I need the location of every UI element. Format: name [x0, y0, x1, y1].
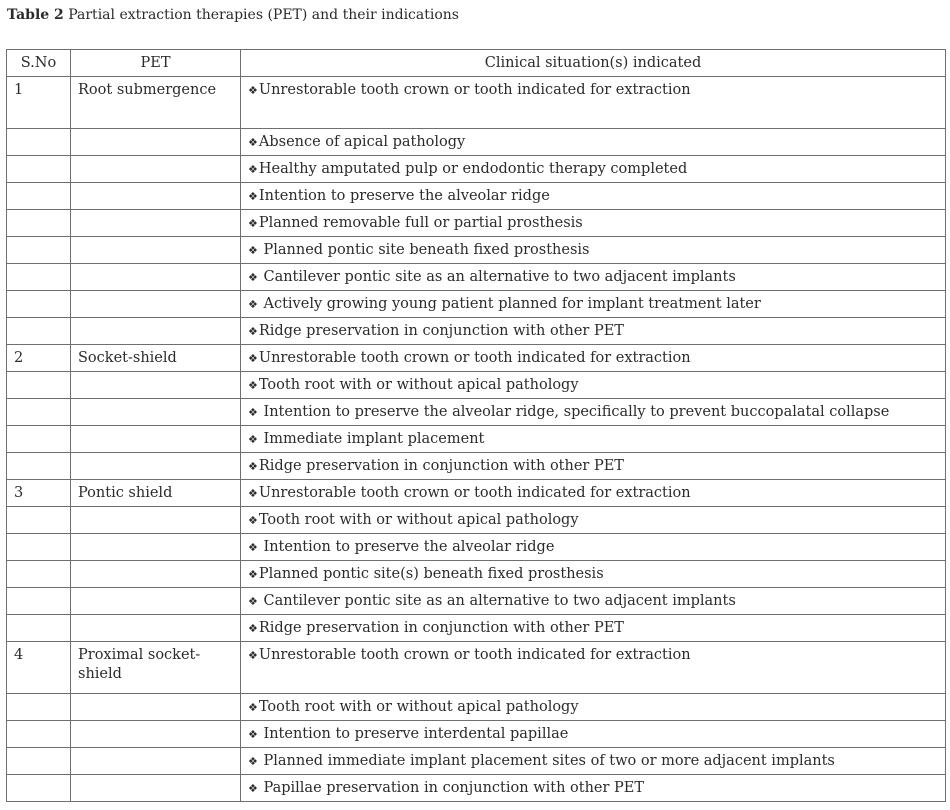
indication-text: Ridge preservation in conjunction with other PET [258, 620, 624, 636]
cell-indication [241, 534, 946, 561]
cell-indication [241, 264, 946, 291]
cell-pet [71, 426, 241, 453]
table-row [7, 426, 946, 453]
indication-text: Planned immediate implant placement sites of two or more adjacent implants [258, 753, 835, 769]
table-row [7, 480, 946, 507]
table-number: Table 2 [7, 7, 64, 23]
indication-text: Unrestorable tooth crown or tooth indicated for extraction [258, 82, 691, 98]
cell-pet [71, 318, 241, 345]
table-row [7, 372, 946, 399]
table-row [7, 183, 946, 210]
cell-indication [241, 291, 946, 318]
cell-pet [71, 615, 241, 642]
four-diamond-bullet-icon: ❖ [248, 352, 258, 365]
indication-text: Ridge preservation in conjunction with other PET [258, 458, 624, 474]
four-diamond-bullet-icon: ❖ [248, 190, 258, 203]
indication-text: Unrestorable tooth crown or tooth indicated for extraction [258, 350, 691, 366]
indication-text: Tooth root with or without apical pathology [258, 377, 579, 393]
indication-text: Actively growing young patient planned for implant treatment later [258, 296, 761, 312]
table-caption [7, 7, 459, 23]
table-row [7, 694, 946, 721]
pet-indications-table [6, 49, 946, 802]
cell-pet [71, 748, 241, 775]
cell-sno: 1 [7, 77, 71, 129]
cell-sno [7, 399, 71, 426]
header-clinical-situations: Clinical situation(s) indicated [241, 50, 946, 77]
cell-pet [71, 507, 241, 534]
table-row [7, 264, 946, 291]
indication-text: Intention to preserve the alveolar ridge [258, 539, 555, 555]
cell-indication [241, 694, 946, 721]
four-diamond-bullet-icon: ❖ [248, 271, 258, 284]
cell-pet: Proximal socket-shield [71, 642, 241, 694]
header-pet: PET [71, 50, 241, 77]
cell-pet [71, 183, 241, 210]
cell-sno [7, 588, 71, 615]
cell-sno: 3 [7, 480, 71, 507]
cell-pet [71, 775, 241, 802]
cell-sno [7, 453, 71, 480]
cell-sno [7, 237, 71, 264]
table-row [7, 156, 946, 183]
four-diamond-bullet-icon: ❖ [248, 460, 258, 473]
cell-pet: Socket-shield [71, 345, 241, 372]
table-row [7, 210, 946, 237]
cell-indication [241, 561, 946, 588]
indication-text: Intention to preserve the alveolar ridge [258, 188, 550, 204]
table-row [7, 721, 946, 748]
four-diamond-bullet-icon: ❖ [248, 541, 258, 554]
cell-pet [71, 237, 241, 264]
indication-text: Planned removable full or partial prosthesis [258, 215, 583, 231]
indication-text: Immediate implant placement [258, 431, 485, 447]
table-row [7, 237, 946, 264]
indication-text: Ridge preservation in conjunction with other PET [258, 323, 624, 339]
cell-sno [7, 615, 71, 642]
cell-sno [7, 721, 71, 748]
indication-text: Unrestorable tooth crown or tooth indicated for extraction [258, 485, 691, 501]
cell-sno [7, 775, 71, 802]
cell-pet [71, 291, 241, 318]
cell-sno [7, 129, 71, 156]
cell-indication [241, 642, 946, 694]
table-body [7, 77, 946, 802]
four-diamond-bullet-icon: ❖ [248, 755, 258, 768]
four-diamond-bullet-icon: ❖ [248, 379, 258, 392]
four-diamond-bullet-icon: ❖ [248, 728, 258, 741]
cell-sno [7, 264, 71, 291]
cell-indication [241, 210, 946, 237]
four-diamond-bullet-icon: ❖ [248, 217, 258, 230]
cell-indication [241, 372, 946, 399]
cell-indication [241, 318, 946, 345]
cell-pet [71, 561, 241, 588]
cell-indication [241, 748, 946, 775]
cell-sno [7, 748, 71, 775]
table-row [7, 507, 946, 534]
four-diamond-bullet-icon: ❖ [248, 649, 258, 662]
cell-sno [7, 291, 71, 318]
cell-pet [71, 156, 241, 183]
indication-text: Planned pontic site beneath fixed prosthesis [258, 242, 590, 258]
cell-indication [241, 721, 946, 748]
cell-sno [7, 694, 71, 721]
indication-text: Tooth root with or without apical pathology [258, 512, 579, 528]
four-diamond-bullet-icon: ❖ [248, 568, 258, 581]
table-row [7, 615, 946, 642]
header-sno: S.No [7, 50, 71, 77]
four-diamond-bullet-icon: ❖ [248, 163, 258, 176]
cell-pet [71, 694, 241, 721]
cell-pet: Root submergence [71, 77, 241, 129]
cell-indication [241, 399, 946, 426]
table-title: Partial extraction therapies (PET) and their indications [63, 7, 459, 23]
cell-indication [241, 775, 946, 802]
indication-text: Cantilever pontic site as an alternative to two adjacent implants [258, 593, 736, 609]
cell-pet [71, 129, 241, 156]
cell-indication [241, 588, 946, 615]
indication-text: Planned pontic site(s) beneath fixed prosthesis [258, 566, 604, 582]
table-header-row [7, 50, 946, 77]
four-diamond-bullet-icon: ❖ [248, 595, 258, 608]
cell-indication [241, 237, 946, 264]
cell-indication [241, 183, 946, 210]
indication-text: Papillae preservation in conjunction with other PET [258, 780, 645, 796]
cell-sno [7, 156, 71, 183]
four-diamond-bullet-icon: ❖ [248, 298, 258, 311]
cell-pet: Pontic shield [71, 480, 241, 507]
four-diamond-bullet-icon: ❖ [248, 244, 258, 257]
indication-text: Unrestorable tooth crown or tooth indicated for extraction [258, 647, 691, 663]
four-diamond-bullet-icon: ❖ [248, 433, 258, 446]
cell-sno [7, 426, 71, 453]
cell-indication [241, 156, 946, 183]
cell-pet [71, 588, 241, 615]
four-diamond-bullet-icon: ❖ [248, 622, 258, 635]
cell-pet [71, 721, 241, 748]
cell-pet [71, 453, 241, 480]
cell-pet [71, 264, 241, 291]
table-row [7, 642, 946, 694]
table-row [7, 534, 946, 561]
cell-sno [7, 183, 71, 210]
table-row [7, 291, 946, 318]
four-diamond-bullet-icon: ❖ [248, 84, 258, 97]
cell-pet [71, 399, 241, 426]
indication-text: Intention to preserve the alveolar ridge, specifically to prevent buccopalatal collapse [258, 404, 890, 420]
cell-sno [7, 372, 71, 399]
indication-text: Cantilever pontic site as an alternative to two adjacent implants [258, 269, 736, 285]
four-diamond-bullet-icon: ❖ [248, 325, 258, 338]
table-row [7, 453, 946, 480]
indication-text: Absence of apical pathology [258, 134, 466, 150]
cell-pet [71, 534, 241, 561]
table-row [7, 77, 946, 129]
cell-sno: 2 [7, 345, 71, 372]
table-row [7, 318, 946, 345]
indication-text: Intention to preserve interdental papillae [258, 726, 569, 742]
cell-indication [241, 615, 946, 642]
four-diamond-bullet-icon: ❖ [248, 406, 258, 419]
table-row [7, 588, 946, 615]
cell-pet [71, 372, 241, 399]
four-diamond-bullet-icon: ❖ [248, 487, 258, 500]
four-diamond-bullet-icon: ❖ [248, 514, 258, 527]
four-diamond-bullet-icon: ❖ [248, 701, 258, 714]
cell-indication [241, 345, 946, 372]
cell-sno [7, 210, 71, 237]
table-row [7, 345, 946, 372]
table-row [7, 775, 946, 802]
cell-indication [241, 129, 946, 156]
cell-pet [71, 210, 241, 237]
indication-text: Tooth root with or without apical pathology [258, 699, 579, 715]
table-row [7, 561, 946, 588]
cell-indication [241, 507, 946, 534]
four-diamond-bullet-icon: ❖ [248, 136, 258, 149]
table-row [7, 748, 946, 775]
cell-sno [7, 561, 71, 588]
cell-sno [7, 318, 71, 345]
cell-indication [241, 453, 946, 480]
cell-indication [241, 480, 946, 507]
four-diamond-bullet-icon: ❖ [248, 782, 258, 795]
indication-text: Healthy amputated pulp or endodontic therapy completed [258, 161, 688, 177]
cell-sno: 4 [7, 642, 71, 694]
cell-indication [241, 426, 946, 453]
table-row [7, 129, 946, 156]
cell-indication [241, 77, 946, 129]
table-row [7, 399, 946, 426]
cell-sno [7, 507, 71, 534]
cell-sno [7, 534, 71, 561]
